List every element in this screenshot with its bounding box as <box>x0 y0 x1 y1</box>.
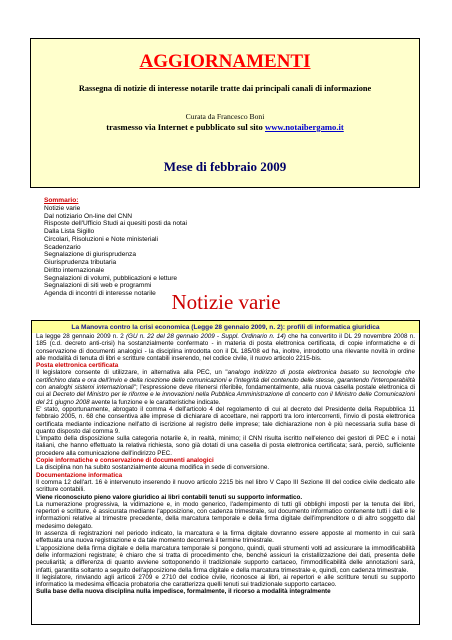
article-paragraph <box>36 369 415 405</box>
article-title: La Manovra contro la crisi economica (Legge 28 gennaio 2009, n. 2): profili di informatica giuridica <box>32 321 419 333</box>
article-paragraph: E' stato, opportunamente, abrogato il comma 4 dell'articolo 4 del regolamento di cui al decreto del Presidente della Repubblica 11 febbraio 2005, n. 68 che consentiva alle imprese di dichiarare di accettare, nei rapporti tra loro intercorrenti, l'invio di posta elettronica certificata mediante indicazione nell'atto di iscrizione al registro delle imprese; tale dichiarazione non è più necessaria sulla base di quanto disposto dal comma 9. <box>36 405 415 435</box>
article-paragraph <box>36 333 415 362</box>
summary-item[interactable]: Segnalazione di giurisprudenza <box>44 251 137 259</box>
transmission-text: trasmesso via Internet e pubblicato sul sito <box>106 122 265 132</box>
article-paragraph: Il comma 12 dell'art. 16 è intervenuto inserendo il nuovo articolo 2215 bis nel libro V Capo III Sezione III del codice civile dedicato alle scritture contabili. <box>36 478 415 494</box>
article-paragraph: La numerazione progressiva, la vidimazione e, in modo generico, l'adempimento di tutti gli obblighi imposti per la tenuta dei libri, repertori e scritture, è assicurata mediante l'apposizione, con cadenza trimestrale, sul documento informatico contenente tutti i dati e le informazioni relative al trimestre precedente, della marcatura temporale e della firma digitale dell'imprenditore o di altro soggetto dal medesimo delegato. <box>36 500 415 530</box>
newsletter-title: AGGIORNAMENTI <box>139 51 311 72</box>
newsletter-subtitle: Rassegna di notizie di interesse notarile tratte dai principali canali di informazione <box>78 84 372 93</box>
summary-item[interactable]: Segnalazioni di siti web e programmi <box>44 282 152 290</box>
text-run: "; l'espressione deve ritenersi riferibile, fondamentalmente, alla nuova casella postale elettronica di cui al <box>36 384 415 399</box>
article-paragraph: Viene riconosciuto pieno valore giuridico ai libri contabili tenuti su supporto informatico. <box>36 493 303 501</box>
article-paragraph: Il legislatore, rinviando agli articoli 2709 e 2710 del codice civile, riconosce ai libri, ai repertori e alle scritture tenuti su supporto informatico la medesima efficacia probatoria che caratterizza quelli tenuti sui tradizionale supporto cartaceo. <box>36 573 415 589</box>
subheading: Copie informatiche e conservazione di documenti analogici <box>36 457 214 465</box>
header-box <box>30 38 420 188</box>
issue-month: Mese di febbraio 2009 <box>163 159 287 174</box>
article-paragraph: In assenza di registrazioni nel periodo indicato, la marcatura e la firma digitale dovranno essere apposte al momento in cui sarà effettuata una nuova registrazione e da tale momento decorrerà il termine trimestrale. <box>36 530 415 545</box>
subheading: Posta elettronica certificata <box>36 362 119 370</box>
site-link[interactable]: www.notaibergamo.it <box>264 122 344 132</box>
summary-item[interactable]: Dalla Lista Sigillo <box>44 228 95 235</box>
text-run: La legge 28 gennaio 2009 n. 2 <box>36 333 126 340</box>
subheading: Documentazione informatica <box>36 471 123 479</box>
text-run: Il legislatore consente di utilizzare, in alternativa alla PEC, un " <box>36 369 228 377</box>
article-body <box>32 333 419 596</box>
article-paragraph: L'impatto della disposizione sulla categoria notarile è, in realtà, minimo; il CNN risulta iscritto nell'elenco dei gestori di PEC e i notai italiani, che hanno effettuato la relativa richiesta, sono già dotati di una casella di posta elettronica certificata; sarà, perciò, sufficiente procedere alla comunicazione dell'indirizzo PEC. <box>36 435 415 457</box>
article-paragraph: L'apposizione della firma digitale e della marcatura temporale si pongono, quindi, quali strumenti volti ad assicurare la immodificabilità delle informazioni registrate; è chiaro che si tratta di procedimento che, benché assicuri la cristallizzazione dei dati, presenta delle peculiarità; a differenza di quanto avviene sottoponendo il tradizionale supporto cartaceo, l'immodificabilità delle annotazioni sarà, infatti, garantita soltanto a seguito dell'apposizione della firma digitale e della marcatura trimestrale e, quindi, con cadenza trimestrale. <box>36 544 415 574</box>
text-run: che ha convertito il DL 29 novembre 2008 n. 185 (c.d. decreto anti-crisi) ha sostanzialmente confermato - in materia di posta elettronica certificata, di copie informatiche e di conservazione di documenti analogici - la disciplina introdotta con il DL 185/08 ed ha, inoltre, introdotto una rilevante novità in ordine alle modalità di tenuta di libri e scritture contabili inserendo, nel codice civile, il nuovo articolo 2215-bis. <box>36 333 415 362</box>
text-run: (GU n. 22 del 28 gennaio 2009 - Suppl. Ordinario n. 14) <box>125 333 286 340</box>
summary-item[interactable]: Diritto internazionale <box>44 266 105 274</box>
summary-item[interactable]: Dal notiziario On-line del CNN <box>44 212 132 220</box>
text-run: analogo indirizzo di posta elettronica basato su tecnologie che certifichino data e ora dell'invio e della ricezione delle comunicazioni e l'integrità del contenuto delle stesse, garantendo l'interoperabilità con analoghi sistemi internazionali <box>36 369 416 392</box>
curator-line: Curata da Francesco Boni <box>185 112 265 121</box>
summary-item[interactable]: Notizie varie <box>44 204 81 212</box>
article-box <box>31 320 420 625</box>
transmission-line <box>31 122 419 132</box>
text-run: Decreto del Ministro per le riforme e le innovazioni nella Pubblica Amministrazione di concerto con il Ministro delle Comunicazioni del 21 giugno 2008 <box>36 391 415 406</box>
section-title: Notizie varie <box>171 290 281 314</box>
summary-item[interactable]: Agenda di incontri di interesse notarile <box>44 290 156 297</box>
article-paragraph: Sulla base della nuova disciplina nulla impedisce, formalmente, il ricorso a modalità integralmente <box>36 588 331 596</box>
article-paragraph: La disciplina non ha subito sostanzialmente alcuna modifica in sede di conversione. <box>36 464 270 472</box>
summary-item[interactable]: Giurisprudenza tributaria <box>44 259 117 266</box>
text-run: avente la funzione e le caratteristiche indicate. <box>89 398 221 406</box>
summary-item[interactable]: Circolari, Risoluzioni e Note ministeriali <box>44 235 158 243</box>
summary-item[interactable]: Scadenzario <box>44 243 81 251</box>
summary-item[interactable]: Risposte dell'Ufficio Studi ai quesiti posti da notai <box>44 220 187 228</box>
summary-item[interactable]: Segnalazioni di volumi, pubblicazioni e letture <box>44 274 178 282</box>
summary-heading: Sommario: <box>44 197 79 204</box>
summary <box>44 197 187 298</box>
